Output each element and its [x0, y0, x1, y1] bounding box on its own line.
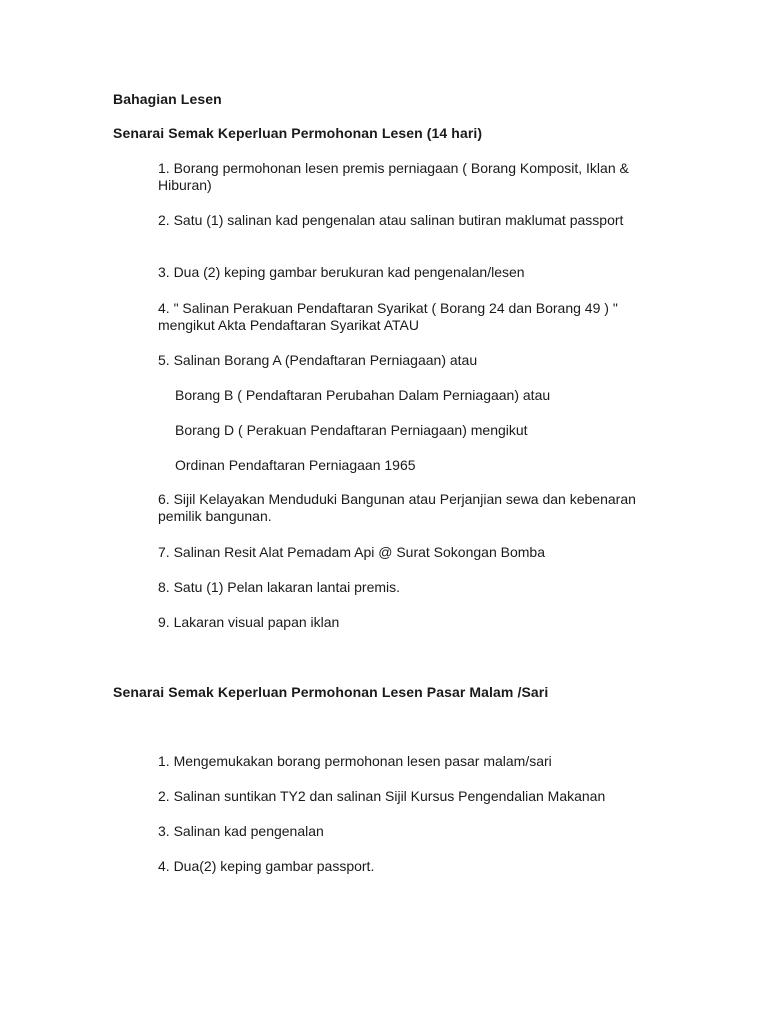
section1-item-8: 8. Satu (1) Pelan lakaran lantai premis. [158, 579, 401, 595]
section1-item-6: 6. Sijil Kelayakan Menduduki Bangunan atau Perjanjian sewa dan kebenaran pemilik bangunan. [158, 491, 636, 524]
section1-item-5-subline-1: Borang B ( Pendaftaran Perubahan Dalam Perniagaan) atau [175, 387, 551, 403]
section1-item-5: 5. Salinan Borang A (Pendaftaran Perniagaan) atau [158, 352, 478, 368]
section2-heading: Senarai Semak Keperluan Permohonan Lesen Pasar Malam /Sari [113, 684, 549, 700]
section1-item-5-subline-2: Borang D ( Perakuan Pendaftaran Perniagaan) mengikut [175, 422, 528, 438]
section2-item-4: 4. Dua(2) keping gambar passport. [158, 858, 375, 874]
section2-item-1: 1. Mengemukakan borang permohonan lesen pasar malam/sari [158, 753, 552, 769]
page-title: Bahagian Lesen [113, 91, 222, 107]
section1-heading: Senarai Semak Keperluan Permohonan Lesen (14 hari) [113, 125, 483, 141]
section1-item-1: 1. Borang permohonan lesen premis perniagaan ( Borang Komposit, Iklan & Hiburan) [158, 160, 629, 193]
section1-item-3: 3. Dua (2) keping gambar berukuran kad pengenalan/lesen [158, 264, 525, 280]
section1-item-7: 7. Salinan Resit Alat Pemadam Api @ Surat Sokongan Bomba [158, 544, 545, 560]
section2-item-3: 3. Salinan kad pengenalan [158, 823, 324, 839]
section1-item-4: 4. " Salinan Perakuan Pendaftaran Syarikat ( Borang 24 dan Borang 49 ) " mengikut Akta Pendaftaran Syarikat ATAU [158, 300, 618, 333]
section2-item-2: 2. Salinan suntikan TY2 dan salinan Sijil Kursus Pengendalian Makanan [158, 788, 606, 804]
section1-item-5-subline-3: Ordinan Pendaftaran Perniagaan 1965 [175, 457, 416, 473]
section1-item-2: 2. Satu (1) salinan kad pengenalan atau salinan butiran maklumat passport [158, 212, 624, 228]
section1-item-9: 9. Lakaran visual papan iklan [158, 614, 340, 630]
